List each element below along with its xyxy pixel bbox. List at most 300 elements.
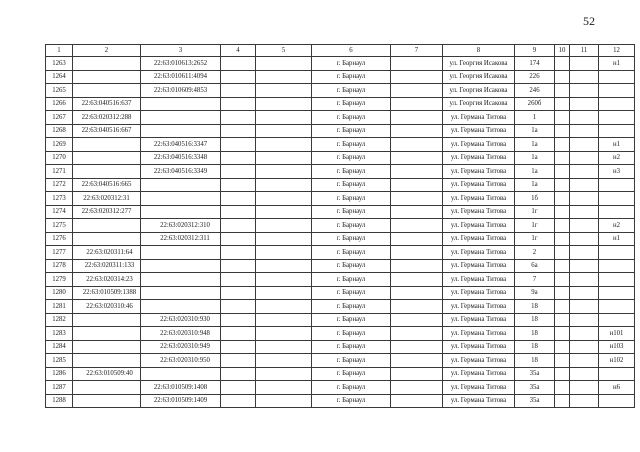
building-cadastral-cell: 22:63:040516:3349	[141, 165, 221, 179]
house-number-cell: 7	[515, 273, 555, 287]
house-number-cell: 6а	[515, 259, 555, 273]
empty-cell	[256, 138, 312, 152]
house-number-cell: 18	[515, 340, 555, 354]
empty-cell	[555, 151, 570, 165]
city-cell: г. Барнаул	[312, 273, 391, 287]
land-plot-cadastral-cell: 22:63:020310:46	[73, 300, 141, 314]
house-number-cell: 35а	[515, 381, 555, 395]
premises-number-cell: н102	[599, 354, 635, 368]
empty-cell	[391, 84, 443, 98]
empty-cell	[391, 327, 443, 341]
premises-number-cell	[599, 367, 635, 381]
street-cell: ул. Георгия Исакова	[443, 97, 515, 111]
empty-cell	[570, 192, 599, 206]
building-cadastral-cell: 22:63:020310:930	[141, 313, 221, 327]
city-cell: г. Барнаул	[312, 381, 391, 395]
premises-number-cell: н1	[599, 57, 635, 71]
row-number-cell: 1286	[46, 367, 73, 381]
premises-number-cell: н101	[599, 327, 635, 341]
empty-cell	[391, 97, 443, 111]
premises-number-cell: н1	[599, 138, 635, 152]
land-plot-cadastral-cell: 22:63:040516:667	[73, 124, 141, 138]
empty-cell	[391, 124, 443, 138]
table-row	[46, 300, 635, 314]
house-number-cell: 35а	[515, 394, 555, 408]
premises-number-cell	[599, 111, 635, 125]
street-cell: ул. Германа Титова	[443, 246, 515, 260]
city-cell: г. Барнаул	[312, 111, 391, 125]
row-number-cell: 1282	[46, 313, 73, 327]
empty-cell	[221, 381, 256, 395]
column-number: 1	[46, 45, 73, 57]
city-cell: г. Барнаул	[312, 192, 391, 206]
building-cadastral-cell	[141, 192, 221, 206]
empty-cell	[391, 246, 443, 260]
row-number-cell: 1270	[46, 151, 73, 165]
empty-cell	[221, 151, 256, 165]
empty-cell	[256, 111, 312, 125]
street-cell: ул. Георгия Исакова	[443, 70, 515, 84]
empty-cell	[391, 340, 443, 354]
empty-cell	[570, 327, 599, 341]
empty-cell	[256, 327, 312, 341]
empty-cell	[221, 192, 256, 206]
street-cell: ул. Германа Титова	[443, 340, 515, 354]
premises-number-cell: н3	[599, 165, 635, 179]
street-cell: ул. Германа Титова	[443, 151, 515, 165]
empty-cell	[256, 273, 312, 287]
empty-cell	[555, 178, 570, 192]
table-row	[46, 273, 635, 287]
empty-cell	[555, 259, 570, 273]
row-number-cell: 1268	[46, 124, 73, 138]
house-number-cell: 1а	[515, 165, 555, 179]
empty-cell	[221, 273, 256, 287]
row-number-cell: 1267	[46, 111, 73, 125]
table-row	[46, 97, 635, 111]
empty-cell	[221, 394, 256, 408]
table-row	[46, 381, 635, 395]
street-cell: ул. Германа Титова	[443, 354, 515, 368]
empty-cell	[391, 394, 443, 408]
row-number-cell: 1285	[46, 354, 73, 368]
empty-cell	[570, 273, 599, 287]
column-number-row	[46, 45, 635, 57]
land-plot-cadastral-cell: 22:63:040516:637	[73, 97, 141, 111]
column-number: 11	[570, 45, 599, 57]
premises-number-cell: н103	[599, 340, 635, 354]
empty-cell	[221, 138, 256, 152]
street-cell: ул. Германа Титова	[443, 165, 515, 179]
empty-cell	[570, 313, 599, 327]
table-row	[46, 151, 635, 165]
empty-cell	[256, 165, 312, 179]
house-number-cell: 1а	[515, 124, 555, 138]
column-number: 4	[221, 45, 256, 57]
premises-number-cell	[599, 313, 635, 327]
empty-cell	[221, 354, 256, 368]
table-row	[46, 232, 635, 246]
land-plot-cadastral-cell	[73, 381, 141, 395]
city-cell: г. Барнаул	[312, 313, 391, 327]
city-cell: г. Барнаул	[312, 340, 391, 354]
table-row	[46, 57, 635, 71]
empty-cell	[256, 340, 312, 354]
street-cell: ул. Германа Титова	[443, 367, 515, 381]
street-cell: ул. Германа Титова	[443, 192, 515, 206]
column-number: 12	[599, 45, 635, 57]
empty-cell	[221, 259, 256, 273]
empty-cell	[555, 124, 570, 138]
land-plot-cadastral-cell	[73, 394, 141, 408]
empty-cell	[570, 232, 599, 246]
building-cadastral-cell	[141, 111, 221, 125]
table-row	[46, 138, 635, 152]
premises-number-cell	[599, 394, 635, 408]
empty-cell	[221, 97, 256, 111]
empty-cell	[555, 70, 570, 84]
land-plot-cadastral-cell	[73, 70, 141, 84]
empty-cell	[256, 313, 312, 327]
empty-cell	[256, 367, 312, 381]
table-row	[46, 70, 635, 84]
row-number-cell: 1277	[46, 246, 73, 260]
row-number-cell: 1265	[46, 84, 73, 98]
premises-number-cell	[599, 178, 635, 192]
street-cell: ул. Георгия Исакова	[443, 57, 515, 71]
building-cadastral-cell	[141, 124, 221, 138]
street-cell: ул. Германа Титова	[443, 259, 515, 273]
house-number-cell: 1	[515, 111, 555, 125]
building-cadastral-cell	[141, 97, 221, 111]
street-cell: ул. Георгия Исакова	[443, 84, 515, 98]
empty-cell	[221, 70, 256, 84]
row-number-cell: 1274	[46, 205, 73, 219]
premises-number-cell	[599, 97, 635, 111]
premises-number-cell	[599, 273, 635, 287]
column-number: 7	[391, 45, 443, 57]
table-row	[46, 205, 635, 219]
empty-cell	[391, 165, 443, 179]
empty-cell	[391, 138, 443, 152]
street-cell: ул. Германа Титова	[443, 232, 515, 246]
empty-cell	[391, 313, 443, 327]
empty-cell	[570, 165, 599, 179]
empty-cell	[570, 381, 599, 395]
land-plot-cadastral-cell	[73, 340, 141, 354]
empty-cell	[570, 57, 599, 71]
table-row	[46, 313, 635, 327]
empty-cell	[555, 165, 570, 179]
street-cell: ул. Германа Титова	[443, 219, 515, 233]
empty-cell	[570, 300, 599, 314]
premises-number-cell: н1	[599, 232, 635, 246]
empty-cell	[570, 111, 599, 125]
house-number-cell: 1а	[515, 138, 555, 152]
land-plot-cadastral-cell: 22:63:020311:133	[73, 259, 141, 273]
building-cadastral-cell	[141, 246, 221, 260]
house-number-cell: 9а	[515, 286, 555, 300]
building-cadastral-cell: 22:63:010509:1409	[141, 394, 221, 408]
empty-cell	[570, 394, 599, 408]
city-cell: г. Барнаул	[312, 138, 391, 152]
city-cell: г. Барнаул	[312, 394, 391, 408]
empty-cell	[256, 354, 312, 368]
city-cell: г. Барнаул	[312, 286, 391, 300]
empty-cell	[221, 286, 256, 300]
empty-cell	[391, 205, 443, 219]
building-cadastral-cell: 22:63:020310:948	[141, 327, 221, 341]
column-number: 2	[73, 45, 141, 57]
row-number-cell: 1287	[46, 381, 73, 395]
empty-cell	[256, 192, 312, 206]
city-cell: г. Барнаул	[312, 205, 391, 219]
city-cell: г. Барнаул	[312, 70, 391, 84]
table-row	[46, 124, 635, 138]
empty-cell	[391, 232, 443, 246]
column-number: 6	[312, 45, 391, 57]
row-number-cell: 1288	[46, 394, 73, 408]
row-number-cell: 1273	[46, 192, 73, 206]
land-plot-cadastral-cell: 22:63:020312:31	[73, 192, 141, 206]
table-row	[46, 178, 635, 192]
page-number: 52	[583, 14, 595, 28]
empty-cell	[256, 124, 312, 138]
empty-cell	[256, 259, 312, 273]
row-number-cell: 1264	[46, 70, 73, 84]
empty-cell	[221, 84, 256, 98]
empty-cell	[221, 165, 256, 179]
land-plot-cadastral-cell: 22:63:040516:665	[73, 178, 141, 192]
land-plot-cadastral-cell	[73, 57, 141, 71]
land-plot-cadastral-cell: 22:63:020311:64	[73, 246, 141, 260]
premises-number-cell: н6	[599, 381, 635, 395]
empty-cell	[570, 246, 599, 260]
table-row	[46, 327, 635, 341]
empty-cell	[391, 111, 443, 125]
row-number-cell: 1266	[46, 97, 73, 111]
column-number: 10	[555, 45, 570, 57]
empty-cell	[256, 205, 312, 219]
street-cell: ул. Германа Титова	[443, 381, 515, 395]
street-cell: ул. Германа Титова	[443, 286, 515, 300]
empty-cell	[221, 232, 256, 246]
building-cadastral-cell: 22:63:010613:2652	[141, 57, 221, 71]
premises-number-cell: н2	[599, 151, 635, 165]
empty-cell	[555, 300, 570, 314]
row-number-cell: 1276	[46, 232, 73, 246]
empty-cell	[570, 70, 599, 84]
street-cell: ул. Германа Титова	[443, 394, 515, 408]
premises-number-cell	[599, 84, 635, 98]
empty-cell	[256, 300, 312, 314]
premises-number-cell	[599, 300, 635, 314]
row-number-cell: 1283	[46, 327, 73, 341]
table-row	[46, 165, 635, 179]
empty-cell	[221, 111, 256, 125]
table-row	[46, 246, 635, 260]
building-cadastral-cell: 22:63:020312:310	[141, 219, 221, 233]
house-number-cell: 226	[515, 70, 555, 84]
empty-cell	[221, 124, 256, 138]
street-cell: ул. Германа Титова	[443, 327, 515, 341]
city-cell: г. Барнаул	[312, 246, 391, 260]
property-register-table	[45, 44, 635, 408]
land-plot-cadastral-cell: 22:63:010509:40	[73, 367, 141, 381]
empty-cell	[555, 111, 570, 125]
city-cell: г. Барнаул	[312, 124, 391, 138]
house-number-cell: 18	[515, 313, 555, 327]
building-cadastral-cell: 22:63:040516:3347	[141, 138, 221, 152]
empty-cell	[256, 70, 312, 84]
empty-cell	[555, 205, 570, 219]
street-cell: ул. Германа Титова	[443, 124, 515, 138]
house-number-cell: 18	[515, 300, 555, 314]
house-number-cell: 174	[515, 57, 555, 71]
house-number-cell: 246	[515, 84, 555, 98]
land-plot-cadastral-cell	[73, 84, 141, 98]
empty-cell	[570, 124, 599, 138]
empty-cell	[221, 219, 256, 233]
empty-cell	[256, 219, 312, 233]
city-cell: г. Барнаул	[312, 151, 391, 165]
empty-cell	[221, 246, 256, 260]
row-number-cell: 1278	[46, 259, 73, 273]
street-cell: ул. Германа Титова	[443, 138, 515, 152]
empty-cell	[555, 340, 570, 354]
empty-cell	[570, 367, 599, 381]
house-number-cell: 1а	[515, 178, 555, 192]
empty-cell	[221, 178, 256, 192]
city-cell: г. Барнаул	[312, 178, 391, 192]
empty-cell	[555, 232, 570, 246]
empty-cell	[256, 97, 312, 111]
empty-cell	[256, 151, 312, 165]
building-cadastral-cell: 22:63:010611:4094	[141, 70, 221, 84]
empty-cell	[555, 286, 570, 300]
premises-number-cell	[599, 205, 635, 219]
empty-cell	[221, 340, 256, 354]
building-cadastral-cell	[141, 300, 221, 314]
city-cell: г. Барнаул	[312, 259, 391, 273]
house-number-cell: 2	[515, 246, 555, 260]
row-number-cell: 1275	[46, 219, 73, 233]
land-plot-cadastral-cell	[73, 151, 141, 165]
empty-cell	[555, 138, 570, 152]
empty-cell	[570, 97, 599, 111]
row-number-cell: 1279	[46, 273, 73, 287]
house-number-cell: 260б	[515, 97, 555, 111]
house-number-cell: 1а	[515, 151, 555, 165]
house-number-cell: 1г	[515, 219, 555, 233]
city-cell: г. Барнаул	[312, 367, 391, 381]
table-row	[46, 192, 635, 206]
empty-cell	[221, 327, 256, 341]
premises-number-cell	[599, 70, 635, 84]
column-number: 3	[141, 45, 221, 57]
row-number-cell: 1269	[46, 138, 73, 152]
house-number-cell: 1б	[515, 192, 555, 206]
city-cell: г. Барнаул	[312, 327, 391, 341]
city-cell: г. Барнаул	[312, 232, 391, 246]
empty-cell	[570, 219, 599, 233]
table-row	[46, 219, 635, 233]
empty-cell	[570, 205, 599, 219]
empty-cell	[391, 57, 443, 71]
row-number-cell: 1271	[46, 165, 73, 179]
empty-cell	[570, 286, 599, 300]
street-cell: ул. Германа Титова	[443, 273, 515, 287]
empty-cell	[555, 354, 570, 368]
house-number-cell: 1г	[515, 232, 555, 246]
premises-number-cell	[599, 192, 635, 206]
empty-cell	[555, 367, 570, 381]
table-row	[46, 286, 635, 300]
empty-cell	[555, 313, 570, 327]
empty-cell	[570, 84, 599, 98]
building-cadastral-cell	[141, 286, 221, 300]
empty-cell	[555, 219, 570, 233]
empty-cell	[391, 151, 443, 165]
empty-cell	[570, 340, 599, 354]
building-cadastral-cell: 22:63:010609:4853	[141, 84, 221, 98]
premises-number-cell	[599, 286, 635, 300]
empty-cell	[570, 178, 599, 192]
empty-cell	[256, 178, 312, 192]
table-row	[46, 111, 635, 125]
empty-cell	[391, 273, 443, 287]
street-cell: ул. Германа Титова	[443, 178, 515, 192]
city-cell: г. Барнаул	[312, 84, 391, 98]
empty-cell	[555, 381, 570, 395]
land-plot-cadastral-cell	[73, 219, 141, 233]
land-plot-cadastral-cell: 22:63:020314:23	[73, 273, 141, 287]
empty-cell	[256, 381, 312, 395]
building-cadastral-cell	[141, 367, 221, 381]
empty-cell	[221, 205, 256, 219]
house-number-cell: 1г	[515, 205, 555, 219]
city-cell: г. Барнаул	[312, 219, 391, 233]
empty-cell	[555, 327, 570, 341]
empty-cell	[256, 394, 312, 408]
row-number-cell: 1284	[46, 340, 73, 354]
building-cadastral-cell: 22:63:020312:311	[141, 232, 221, 246]
empty-cell	[391, 219, 443, 233]
city-cell: г. Барнаул	[312, 300, 391, 314]
street-cell: ул. Германа Титова	[443, 111, 515, 125]
land-plot-cadastral-cell	[73, 354, 141, 368]
land-plot-cadastral-cell: 22:63:010509:1388	[73, 286, 141, 300]
land-plot-cadastral-cell	[73, 232, 141, 246]
empty-cell	[570, 354, 599, 368]
row-number-cell: 1272	[46, 178, 73, 192]
empty-cell	[555, 84, 570, 98]
building-cadastral-cell	[141, 178, 221, 192]
city-cell: г. Барнаул	[312, 57, 391, 71]
column-number: 9	[515, 45, 555, 57]
city-cell: г. Барнаул	[312, 165, 391, 179]
empty-cell	[555, 97, 570, 111]
empty-cell	[391, 300, 443, 314]
street-cell: ул. Германа Титова	[443, 300, 515, 314]
premises-number-cell	[599, 259, 635, 273]
empty-cell	[256, 232, 312, 246]
empty-cell	[570, 151, 599, 165]
land-plot-cadastral-cell: 22:63:020312:288	[73, 111, 141, 125]
empty-cell	[221, 300, 256, 314]
table-row	[46, 394, 635, 408]
city-cell: г. Барнаул	[312, 97, 391, 111]
